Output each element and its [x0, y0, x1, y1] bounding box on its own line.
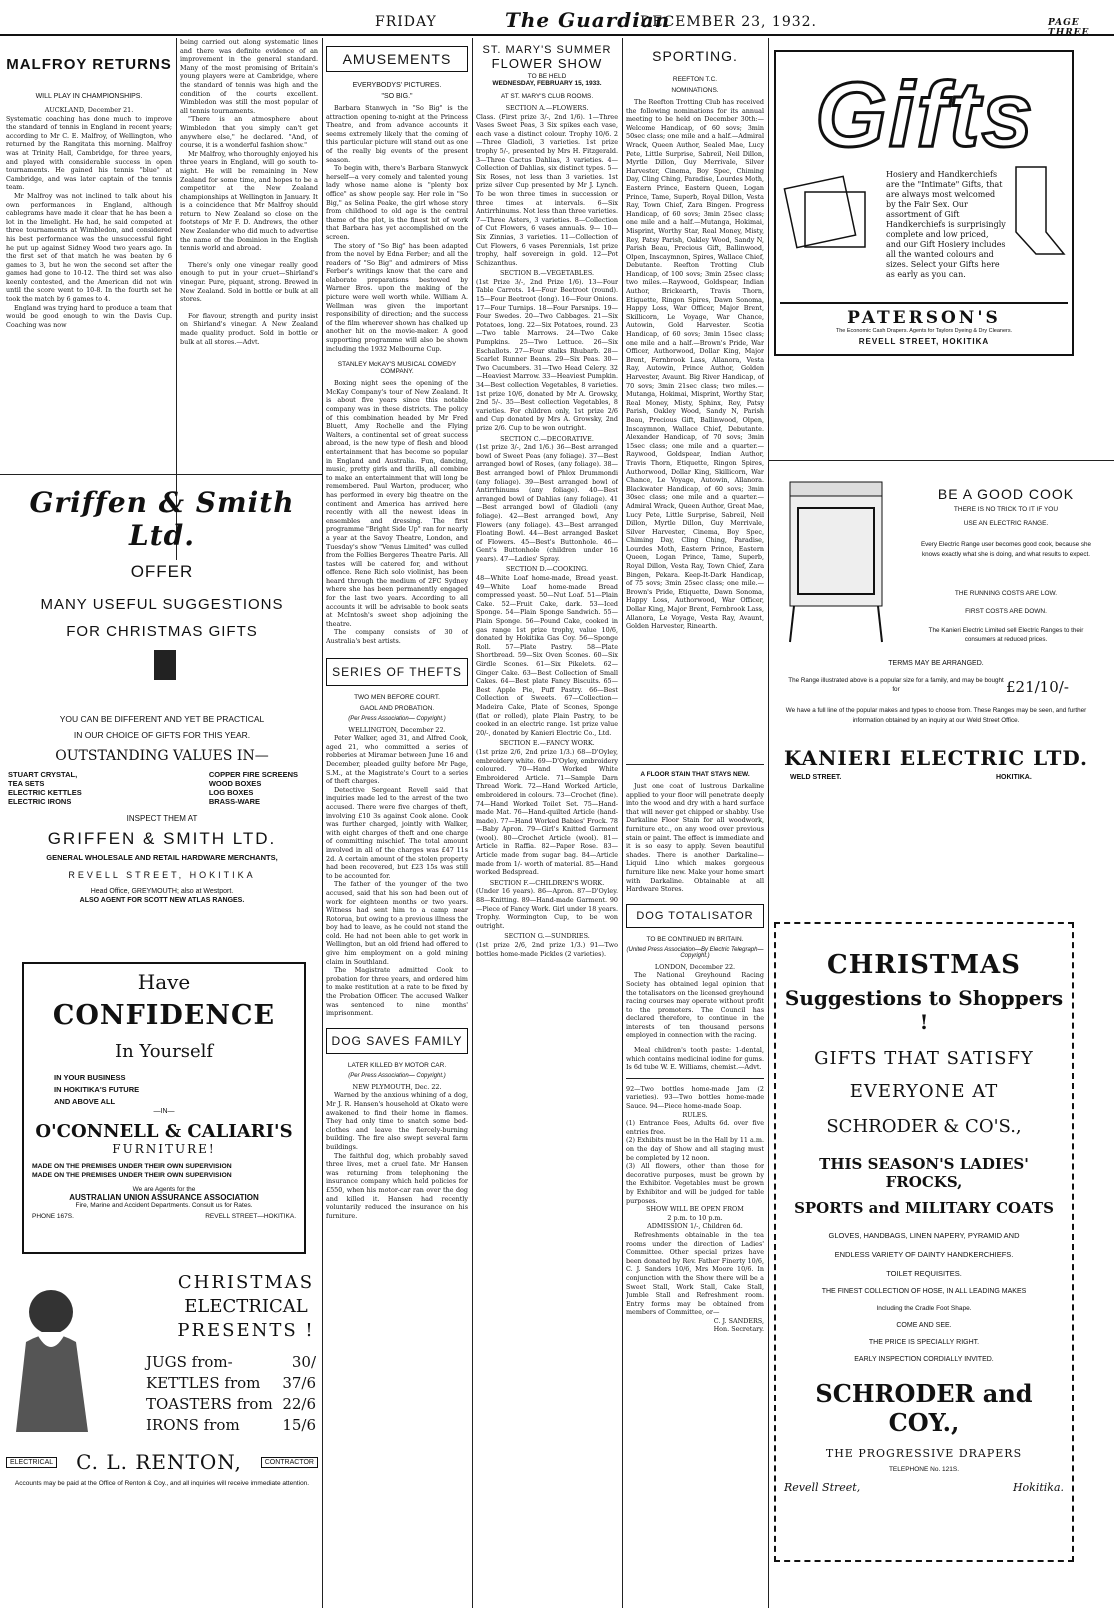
range-top: [790, 482, 882, 496]
advert-line: THERE IS NO TRICK TO IT IF YOU: [953, 506, 1059, 513]
credit: (United Press Association—By Electric Telegraph—Copyright.): [626, 946, 764, 959]
advert-line: The Range illustrated above is a popular size for a family, and may be bought for: [788, 677, 1004, 693]
advert-vinegar: There's only one vinegar really good enough to put in your cruet—Shirland's vinegar. Pure, piquant, strong. Brewed in New Zealand. Sold in bottle or bulk at all stores.: [180, 260, 318, 304]
advert-line: COME AND SEE.: [896, 1322, 952, 1329]
advert-line: The Kanieri Electric Limited sell Electric Ranges to their consumers at reduced prices.: [928, 627, 1084, 643]
article-malfroy: [6, 38, 172, 518]
paragraph: (1st prize 3/-, 2nd 1/6.) 36—Best arranged bowl of Sweet Peas (any foliage). 37—Best arranged bowl of Roses, (any foliage). 38—Best arranged bowl of Phlox Drummondi (any foliage). 39—Best arranged bowl of Antirrhinums (any foliage). 40—Best arranged bowl of Dahlias (any foliage). 41—Best arranged bowl of Gladioli (any foliage). 42—Best arranged bowl, Any Flowers (any foliage). 43—Best arranged Floating Bowl. 44—Best arranged Basket of Flowers. 45—Best's Buttonhole. 46—Gent's Buttonhole (children under 16 years). 47—Ladies' Spray.: [476, 443, 618, 563]
header-day: FRIDAY: [375, 14, 437, 30]
advert-griffen-smith: [6, 486, 318, 932]
product-item: BRASS-WARE: [208, 797, 261, 806]
paragraph: Mr Malfroy, who thoroughly enjoyed his three years in England, will go south to-night. He will be remaining in New Zealand for some time, and hopes to be a competitor at the New Zealand championships at Wellington in January. It is a coincidence that Mr Malfroy should return to New Zealand so close on the footsteps of Mr F. D. Andrews, the other New Zealander who did much to advertise the name of the Dominion in the English tennis world and abroad.: [180, 149, 318, 253]
divider: [626, 1078, 764, 1079]
range-leg: [878, 606, 882, 642]
santa-body: [16, 1335, 88, 1433]
address: WELD STREET.: [790, 774, 842, 781]
advert-line: MANY USEFUL SUGGESTIONS: [40, 596, 284, 613]
advert-line: In Yourself: [114, 1041, 214, 1062]
label-box: ELECTRICAL: [6, 1457, 57, 1468]
page-header: [0, 0, 1114, 36]
advert-line: Accounts may be paid at the Office of Renton & Coy., and all inquiries will receive immediate attention.: [14, 1480, 310, 1487]
advert-line: IN OUR CHOICE OF GIFTS FOR THIS YEAR.: [73, 730, 251, 740]
paragraph: (1st Prize 3/-, 2nd Prize 1/6). 13—Four Table Carrots. 14—Four Beetroot (round). 15—Four Beetroot (long). 16—Four Onions. 17—Four Turnips. 18—Four Parsnips. 19—Four Swedes. 20—Two Cabbages. 21—Six Potatoes, long. 22—Six Potatoes, round. 23—Two table Marrows. 24—Two Cake Pumpkins. 25—Two Lettuce. 26—Six Eschallots. 27—Four stalks Rhubarb. 28—Scarlet Runner Beans. 29—Six Peas. 30—Two Cucumbers. 31—Two Head Celery. 32—Heaviest Marrow. 33—Heaviest Pumpkin. 34—Best collection Vegetables, 8 varieties. 1st prize 10/6, donated by Mr A. Growsky, 2nd 5/-. 35—Best collection Vegetables, 8 varieties. For children only, 1st prize 2/6 and Cup donated by Mrs A. Growsky, 2nd prize 2/6. Cup to be won outright.: [476, 277, 618, 432]
article-title: ST. MARY'S SUMMER: [482, 44, 612, 56]
advert-line: Every Electric Range user becomes good cook, because she knows exactly what she is doing, and what results to expect.: [920, 541, 1092, 558]
dateline: WELLINGTON, December 22.: [348, 725, 446, 734]
advert-brand: SCHRODER and COY.,: [815, 1379, 1033, 1437]
advert-line: TERMS MAY BE ARRANGED.: [888, 660, 984, 667]
column-rule: [176, 38, 177, 560]
section-heading-box: [626, 904, 764, 928]
paragraph: Class. (First prize 3/-, 2nd 1/6). 1—Three Vases Sweet Peas, 3 Six spikes each vase, each vase a distinct colour. Trophy 10/6. 2—Three Gladioli, 3 varieties. 1st prize trophy 5/-, presented by Mrs H. Fitzgerald. 3—Three Cactus Dahlias, 3 varieties. 4—Collection of Dahlias, six distinct types. 5—Six Roses, not less than 3 varieties. 1st prize silver Cup presented by Mr J. Lynch. To be won three times in succession or three times at intervals. 6—Six Antirrhinums. Not less than three varieties. 7—Three Asters, 3 varieties. 8—Collection of Cut Flowers, 6 vases annuals. 9— 10—Six Zinnias, 3 varieties. 11—Collection of Cut Flowers, 6 vases Perennials, 1st prize trophy, half sovereign in gold. 12—Pot Schizanthus.: [476, 112, 618, 267]
advert-line: AND ABOVE ALL: [54, 1097, 116, 1106]
address: HOKITIKA.: [996, 774, 1032, 781]
column-rule: [622, 38, 623, 1608]
address: REVELL STREET—HOKITIKA.: [205, 1213, 296, 1220]
dateline: LONDON, December 22.: [654, 962, 736, 971]
advert-line: PRESENTS !: [177, 1320, 315, 1341]
column-amusements: [326, 38, 468, 1608]
advert-headline: CONFIDENCE: [52, 1000, 276, 1031]
phone-number: PHONE 167S.: [32, 1213, 74, 1220]
advert-patersons: [774, 50, 1074, 356]
show-hours: 2 p.m. to 10 p.m.: [667, 1213, 723, 1222]
advert-line: REVELL STREET, HOKITIKA: [68, 870, 256, 880]
advert-headline: BE A GOOD COOK: [937, 486, 1075, 502]
advert-renton: [6, 1272, 318, 1602]
advert-line: GLOVES, HANDBAGS, LINEN NAPERY, PYRAMID AND: [828, 1231, 1020, 1240]
advert-vinegar: For flavour, strength and purity insist on Shirland's vinegar. A New Zealand made quality product. Sold in bottle or bulk at all stores.—Advt.: [180, 311, 318, 346]
credit: (Per Press Association— Copyright.): [348, 1072, 446, 1079]
article-title: FLOWER SHOW: [491, 56, 603, 71]
gifts-word: Gifts: [815, 64, 1035, 166]
ornament-illustration: [6, 640, 318, 710]
advert-line: Have: [137, 970, 191, 994]
advert-line: OFFER: [130, 562, 194, 581]
advert-line: IN YOUR BUSINESS: [54, 1073, 126, 1082]
dateline: NEW PLYMOUTH, Dec. 22.: [352, 1082, 442, 1091]
advert-line: THE PRICE IS SPECIALLY RIGHT.: [868, 1339, 980, 1346]
santa-head: [29, 1290, 73, 1334]
advert-line: FOR CHRISTMAS GIFTS: [66, 623, 258, 640]
section-heading: SECTION A.—FLOWERS.: [505, 104, 589, 112]
section-heading-box: [326, 46, 468, 72]
advert-schroder: [774, 922, 1074, 1562]
advert-line: Head Office, GREYMOUTH; also at Westport.: [90, 888, 234, 895]
price-list: [146, 1352, 316, 1436]
signature: C. J. SANDERS,: [713, 1316, 764, 1325]
section-title: SPORTING.: [652, 48, 738, 64]
product-item: ELECTRIC KETTLES: [8, 788, 82, 797]
advert-line: FURNITURE!: [112, 1142, 216, 1156]
paragraph: Just one coat of lustrous Darkaline applied to your floor will penetrate deeply into the wood and dry with a hard surface that will never get chipped or shabby. Use Darkaline Floor Stain for all woodwork, furniture etc., on any wood over previous stain or paint. The effect is immediate and it is so easy to apply. Seven beautiful shades. There is another Darkaline—Liquid Lino which makes gorgeous furniture like new. Make your home smart with Darkaline. Obtainable at all Hardware Stores.: [626, 782, 764, 894]
paragraph: 48—White Loaf home-made, Bread yeast. 49—White Loaf home-made Bread compressed yeast. 50—Nut Loaf. 51—Plain Cake. 52—Fruit Cake, dark. 53—Iced Sponge. 54—Plain Sponge Sandwich. 55—Plain Sponge. 56—Pound Cake, cooked in gas range 1st prize trophy, value 10/6, donated by Hokitika Gas Coy. 56—Sponge Roll. 57—Plate Pastry. 58—Plate Shortbread. 59—Six Oven Scones. 60—Six Girdle Scones. 61—Six Pikelets. 62—Ginger Cake. 63—Best Collection of Small Cakes. 64—Best plate Fancy Biscuits. 65—Best Apple Pie, Puff Pastry. 66—Best Collection of Sweets. 67—Collection—Madeira Cake, Plate of Scones, Sponge (flat or rolled), plate Plain Pastry, to be cooked in an electric range. 1st prize value 20/-, donated by Kanieri Electric Co., Ltd.: [476, 574, 618, 737]
product-item: COPPER FIRE SCREENS: [208, 770, 298, 779]
paragraph: Refreshments obtainable in the tea rooms under the direction of Ladies' Committee. Other special prizes have been donated by Rev. Father Finerty 10/6, C. J. Sanders 10/6, Mrs Moore 10/6. In conjunction with the Show there will be a Sweet Stall, Work Stall, Cake Stall, Jumble Stall and Refreshment room. Entry forms may be obtained from members of Committee, or—: [626, 1230, 764, 1317]
advert-brand: KANIERI ELECTRIC LTD.: [783, 746, 1089, 770]
advert-line: REVELL STREET, HOKITIKA: [858, 337, 990, 346]
price-row: [146, 1415, 316, 1436]
article-subtitle: TO BE CONTINUED IN BRITAIN.: [646, 935, 744, 943]
advert-footer: [784, 1481, 1064, 1494]
price-value: 30/: [291, 1353, 316, 1371]
page-number: PAGE THREE: [1048, 18, 1090, 38]
advert-line: FIRST COSTS ARE DOWN.: [965, 608, 1047, 615]
advert-footer: [32, 1213, 296, 1220]
advert-line: ENDLESS VARIETY OF DAINTY HANDKERCHIEFS.: [834, 1250, 1014, 1259]
section-heading: SECTION G.—SUNDRIES.: [504, 932, 590, 941]
advert-line: THE RUNNING COSTS ARE LOW.: [954, 590, 1058, 597]
product-item: ELECTRIC IRONS: [8, 797, 72, 806]
advert-line: We are Agents for the: [132, 1186, 196, 1193]
section-heading: SECTION B.—VEGETABLES.: [499, 269, 595, 278]
section-heading-box: [326, 1028, 468, 1054]
column-rule: [472, 38, 473, 1608]
paragraph: Mr Malfroy was not inclined to talk about his own performances in England, although cablegrams have made it clear that he has been a lot in the limelight. He had, he said competed at three tournaments at Wimbledon, and considered his best performance was the unsuccessful fight he put up against Sidney Wood two years ago. In the first set of that match he was beaten by 6 games to 3, but he won the second set after the games had gone to 10-12. The third set was also keenly contested, and the American did not win until the score went to 10-8. In the fourth set he took the match by 6 games to 4.: [6, 191, 172, 304]
paragraph: (Under 16 years). 86—Apron. 87—D'Oyley. 88—Knitting. 89—Hand-made Garment. 90—Piece of Fancy Work. Girl under 18 years. Trophy. Wormington Cup, to be won outright.: [476, 887, 618, 930]
advert-brand: Griffen & Smith Ltd.: [29, 486, 295, 552]
advert-line: MADE ON THE PREMISES UNDER THEIR OWN SUPERVISION: [32, 1163, 232, 1170]
price-item: KETTLES from: [146, 1374, 261, 1392]
advert-oconnell-caliari: [22, 962, 306, 1254]
paragraph: The faithful dog, which probably saved three lives, met a cruel fate. Mr Hansen was returning from telephoning the insurance company which held policies for £550, when his motor-car ran over the dog and killed it. Hansen had recently voluntarily reduced the insurance on his furniture.: [326, 1151, 468, 1220]
show-hours: SHOW WILL BE OPEN FROM: [646, 1205, 744, 1214]
advert-kanieri: [776, 470, 1096, 870]
paragraph: Detective Sergeant Revell said that inquiries made led to the arrest of the two accused. There were five charges of theft, involving £10 3s against Cook alone. Cook was further charged, jointly with Walker, with eight charges of theft and one charge of committing mischief. The total amount involved in all of the charges was £47 11s 2d. A certain amount of the stolen property had been recovered, but £23 15s was still to be accounted for.: [326, 785, 468, 880]
article-subtitle: WILL PLAY IN CHAMPIONSHIPS.: [35, 93, 143, 100]
advert-line: The Economic Cash Drapers. Agents for Taylors Dyeing & Dry Cleaners.: [835, 328, 1013, 334]
paragraph: The Reefton Trotting Club has received the following nominations for its annual meeting to be held on December 30th:— Welcome Handicap, of 60 sovs; 3min 50sec class; one mile and a half.—Admiral Wrack, Queen Author, Sealed Mae, Lucy Pete, Little Surprise, Sabreil, Neil Dillon, Myrtle Dillon, Guy Merrivale, Silver Harvester, Cinema, Boy Spec, Chiming Day, Cling Ching, Paradise, Lourdes Moth, Eastern Prince, Eastern Queen, Logan Prince, Tame, Superb, Royal Dillon, Vesta Ray, Town Chief, Zara Bingen. Progress Handicap, of 60 sovs; 3min 25sec class; one mile and a half.—Mutanga, Hokimai, Misprint, Worthy Star, Real Money, Misty, Rey, Patsy Parish, Oakley Wood, Sandy N, Parish Beau, Precious Gift, Ballinwood, Olpen, Inscaymnon, Spires, Wallace Chief, Debutante. Reefton Trotting Club Handicap, of 100 sovs; 3min 25sec class; two miles.—Raywood, Goldspear, Indian Author, Brickearth, Travis Thorn, Etiquette, Ringon Spires, Dawn Sonoma, Happy Loss, War Officer, Major Brent, Skillicorn, Le Voyage, War Chance, Autowin, Gold Harvester. Scotia Handicap, of 60 sovs; 3min 15sec class; one mile and a half.—Brown's Pride, War Officer, Authorwood, Dollar King, Major Brent, Fernbrook Lass, Allanora, Vesta Ray, Autowin, Prince Author, Golden Harvester, Avaunt. Big River Handicap, of 70 sovs; 3min 21sec class; two miles.—Mutanga, Hokimai, Misprint, Worthy Star, Real Money, Misty, Sphinx, Rey, Patsy Parish, Oakley Wood, Sandy N, Parish Beau, Precious Gift, Ballinwood, Olpen, Inscaymnon, Wallace Chief, Debutante. Alexander Handicap, of 70 sovs; 3min 15sec class; one mile and a quarter.—Raywood, Goldspear, Indian Author, Travis Thorn, Etiquette, Ringon Spires, Authorwood, Dollar King, Skillicorn, War Chance, Le Voyage, Autowin, Allanora. Blackwater Handicap, of 60 sovs; 3min 30sec class; one mile and a quarter.—Admiral Wrack, Queen Author, Great Mae, Lucy Pete, Little Surprise, Sabreil, Neil Dillon, Myrtle Dillon, Guy Merrivale, Silver Harvester, Cinema, Boy Spec, Chiming Day, Cling Ching, Paradise, Lourdes Moth, Eastern Prince, Eastern Queen, Logan Prince, Tame, Superb, Royal Dillon, Vesta Ray, Town Chief, Zara Bingen, Pekara. Keep-It-Dark Handicap, of 75 sovs; 3min 25sec class; one mile.—Brown's Pride, Etiquette, Dawn Sonoma, Happy Loss, Authorwood, War Officer, Dollar King, Major Brent, Fernbrook Lass, Allanora, Le Voyage, Vesta Ray, Avaunt, Golden Harvester, Rinearth.: [626, 98, 764, 631]
divider: [626, 764, 764, 765]
paragraph: The father of the younger of the two accused, said that his son had been out of work for eighteen months or two years. Witness had sent him to a camp near Rotorua, but owing to a previous illness the boy had to leave, as he could not stand the cold. He had not been able to get work in Wellington, but an old friend had offered to give him employment on a gold mining claim in Southland.: [326, 880, 468, 966]
advert-copy: Hosiery and Handkerchiefs are the "Intimate" Gifts, that are always most welcomed by the Fair Sex. Our assortment of Gift Handkerchiefs is surprisingly complete and low priced, and our Gift Hosiery includes all the wanted colours and sizes. Select your Gifts here as early as you can.: [886, 170, 1006, 279]
price-row: [146, 1394, 316, 1415]
product-item: LOG BOXES: [208, 788, 254, 797]
advert-brand: C. L. RENTON,: [76, 1450, 242, 1474]
article-flower-show: [476, 38, 618, 1608]
article-subtitle: WEDNESDAY, FEBRUARY 15, 1933.: [492, 80, 602, 87]
article-subtitle: TO BE HELD: [527, 73, 567, 80]
section-heading-box: [326, 658, 468, 686]
advert-headline: CHRISTMAS: [827, 950, 1021, 980]
price-item: JUGS from-: [146, 1353, 233, 1371]
article-subtitle: STANLEY McKAY'S MUSICAL COMEDY COMPANY.: [337, 361, 457, 376]
credit: (Per Press Association— Copyright.): [348, 715, 446, 722]
paragraph: Barbara Stanwych in "So Big" is the attraction opening to-night at the Princess Theatre, and from advance accounts it seems extremely likely that the coming of this particular picture will stand out as one of the really big events of the present season.: [326, 104, 468, 164]
advert-line: ALSO AGENT FOR SCOTT NEW ATLAS RANGES.: [79, 897, 245, 904]
advert-toothpaste: Meal children's tooth paste: 1-dental, which contains medicinal iodine for gums. Is 6d tube W. E. Williams, chemist.—Advt.: [626, 1046, 764, 1072]
dateline: AUCKLAND, December 21.: [44, 106, 134, 114]
price-value: 37/6: [282, 1374, 316, 1392]
paragraph: Boxing night sees the opening of the McKay Company's tour of New Zealand. It is about five years since this notable company was in these districts. The policy of this combination headed by Mr Fred Bluett, Amy Rochelle and the Flying Walters, a continental set of great success abroad, is the new type of flesh and blood entertainment that has become so popular in England and Australia. Fun, dancing, music, pretty girls and thrills, all combine to make an entertainment that will long be remembered. Paul Warton, producer, who has performed in every big theatre on the continent and America has arrived here recently with all the newest ideas in ensembles and dressing. The first programme "Bright Side Up" ran for nearly a year at the Savoy Theatre, London, and Tuesday's show "Venus Limited" was culled from the Follies Bergeres Theatre Paris. All tastes will be catered for, and without offence. Rene Rich solo violinist, has been heard through the medium of 2FC Sydney where she has been permanently engaged for the last two years. According to all accounts it will be advisable to book seats at McIntosh's sweet shop adjoining the theatre.: [326, 379, 468, 628]
advert-headline: Suggestions to Shoppers !: [784, 986, 1064, 1034]
advert-brand: SCHRODER & CO'S.,: [826, 1116, 1022, 1137]
handkerchief-illustration: [780, 162, 890, 252]
electric-range-illustration: [776, 474, 896, 649]
advert-line: Including the Cradle Foot Shape.: [876, 1305, 972, 1312]
paragraph: 92—Two bottles home-made Jam (2 varieties). 93—Two bottles home-made Sauce. 94—Piece home-made Soap.: [626, 1084, 764, 1111]
article-malfroy-cont: [180, 38, 318, 518]
section-title: DOG TOTALISATOR: [636, 909, 754, 922]
paragraph: Warned by the anxious whining of a dog, Mr J. R. Hansen's household at Okato were awakened to find their home in flames. They had only time to snatch some bed-clothes and leave the fiercely-burning building. The fire also swept several farm buildings.: [326, 1091, 468, 1151]
product-item: STUART CRYSTAL,: [8, 770, 78, 779]
advert-line: Fire, Marine and Accident Departments. Consult us for Rates.: [75, 1202, 253, 1209]
advert-line: TELEPHONE No. 121S.: [888, 1466, 960, 1473]
product-item: WOOD BOXES: [208, 779, 262, 788]
masthead: The Guardian: [505, 8, 671, 32]
article-subtitle: LATER KILLED BY MOTOR CAR.: [347, 1061, 447, 1069]
column-rule: [768, 38, 769, 1608]
paragraph: (1st prize 2/6, 2nd prize 1/3.) 68—D'Oyley, embroidery white. 69—D'Oyley, embroidery coloured. 70—Hand Worked White Embroidered Article. 71—Sample Darn Thread Work. 72—Hand Worked Article, embroidered in colours. 73—Crochet (fine). 74—Hand Worked Toilet Set. 75—Hand-made Mat. 76—Hand-quilted Article (hand-made). 77—Hand Worked Babies' Frock. 78—Baby Apron. 79—Girl's Knitted Garment (wool). 80—Crochet Article (wool). 81—Article in Raffia. 82—Paper Rose. 83—Article made from sugar bag. 84—Article made from 1/- worth of material. 85—Hand worked Bedspread.: [476, 747, 618, 877]
price-row: [146, 1373, 316, 1394]
section-heading: SECTION D.—COOKING.: [505, 565, 589, 574]
paragraph: "There is an atmosphere about Wimbledon that you simply can't get anywhere else," he declared. "And, of course, it is a wonderful fashion show.": [180, 115, 318, 150]
article-subtitle: EVERYBODYS' PICTURES.: [352, 82, 442, 89]
section-title: AMUSEMENTS: [342, 51, 452, 67]
article-subtitle: NOMINATIONS.: [671, 87, 719, 94]
price-row: [146, 1352, 316, 1373]
product-list: [8, 770, 298, 806]
advert-line: GENERAL WHOLESALE AND RETAIL HARDWARE MERCHANTS,: [46, 853, 278, 862]
label-box: CONTRACTOR: [261, 1457, 318, 1468]
price: £21/10/-: [1006, 678, 1069, 696]
advert-line: INSPECT THEM AT: [126, 814, 198, 823]
advert-line: ELECTRICAL: [184, 1296, 308, 1317]
rule-item: (3) All flowers, other than those for decorative purposes, must be grown by the Exhibitor. Vegetables must be grown by Exhibitor and will be judged for table purposes.: [626, 1162, 764, 1205]
santa-illustration: [6, 1272, 101, 1452]
paragraph: Peter Walker, aged 31, and Alfred Cook, aged 21, who committed a series of robberies at Miramar between June 16 and December, pleaded guilty before Mr Page, S.M., at the Magistrate's Court to a series of theft charges.: [326, 734, 468, 786]
divider: [768, 460, 1114, 461]
price-value: 22/6: [282, 1395, 316, 1413]
advert-line: EARLY INSPECTION CORDIALLY INVITED.: [854, 1356, 994, 1363]
ornament-mark: [154, 650, 176, 680]
film-title: "SO BIG.": [381, 93, 413, 100]
section-title: SERIES OF THEFTS: [332, 664, 462, 679]
advert-line: IN HOKITIKA'S FUTURE: [54, 1085, 140, 1094]
section-title: DOG SAVES FAMILY: [331, 1033, 463, 1048]
advert-line: USE AN ELECTRIC RANGE.: [963, 520, 1049, 527]
advert-line: —IN—: [153, 1108, 175, 1115]
range-leg: [790, 606, 794, 642]
rule-item: (2) Exhibits must be in the Hall by 11 a.m. on the day of Show and all staging must be completed by 12 noon.: [626, 1136, 764, 1162]
article-subtitle: GAOL AND PROBATION.: [359, 704, 435, 712]
advert-brand: GRIFFEN & SMITH LTD.: [47, 829, 277, 848]
advert-line: CHRISTMAS: [177, 1272, 315, 1293]
admission: ADMISSION 1/-, Children 6d.: [647, 1222, 743, 1231]
advert-brand: PATERSON'S: [780, 302, 1068, 328]
paragraph: To begin with, there's Barbara Stanwyck herself—a very comely and talented young lady whose name alone is "plenty box office" as show people say. Her role in "So Big," as Selina Peake, the girl whose story from childhood to old age is the central theme of the plot, is the finest bit of work that Barbara has yet accomplished on the screen.: [326, 164, 468, 241]
column-sporting: [626, 38, 764, 1608]
advert-line: EVERYONE AT: [849, 1081, 999, 1102]
product-item: TEA SETS: [8, 779, 45, 788]
article-title: A FLOOR STAIN THAT STAYS NEW.: [640, 771, 750, 778]
advert-signature: [6, 1450, 318, 1474]
price-value: 15/6: [282, 1416, 316, 1434]
stocking: [1016, 167, 1064, 254]
divider: [0, 474, 322, 475]
advert-line: AUSTRALIAN UNION ASSURANCE ASSOCIATION: [69, 1193, 259, 1202]
advert-line: THE PROGRESSIVE DRAPERS: [825, 1447, 1023, 1460]
price-item: IRONS from: [146, 1416, 240, 1434]
handkerchief: [784, 176, 855, 247]
rule-item: (1) Entrance Fees, Adults 6d. over five entries free.: [626, 1119, 764, 1136]
advert-line: YOU CAN BE DIFFERENT AND YET BE PRACTICAL: [59, 714, 265, 724]
gifts-lettering: [780, 56, 1070, 166]
article-subtitle: AT ST. MARY'S CLUB ROOMS.: [500, 93, 594, 100]
section-heading: RULES.: [682, 1110, 708, 1119]
paragraph: The company consists of 30 of Australia's best artists.: [326, 628, 468, 646]
advert-line: OUTSTANDING VALUES IN—: [55, 748, 269, 764]
paragraph: England was trying hard to produce a team that would be good enough to win the Davis Cup. Coaching was now: [6, 303, 172, 329]
article-title: MALFROY RETURNS: [6, 56, 172, 73]
article-subtitle: TWO MEN BEFORE COURT.: [354, 693, 440, 701]
address: Revell Street,: [784, 1481, 861, 1494]
address: Hokitika.: [1012, 1481, 1064, 1494]
column-rule: [322, 38, 323, 1608]
advert-list: [54, 1072, 296, 1108]
range-body: [790, 496, 882, 606]
paragraph: The story of "So Big" has been adapted from the novel by Edna Ferber; and all the readers of "So Big" and admirers of Miss Ferber's writings know that the care and elaborate preparations bestowed by Warner Bros. upon the making of the picture were well worth while. William A. Wellman was given the important responsibility of direction; and the success of the film wherever shown has chalked up another hit on the movie-maker. A good supporting programme will also be shown including the 1932 Melbourne Cup.: [326, 241, 468, 353]
paragraph: The National Greyhound Racing Society has obtained legal opinion that the totalisators on the licensed greyhound racing courses may operate without profit to the promoters. The Council has declared therefore, to continue in the interests of ten thousand persons employed in connection with the racing.: [626, 971, 764, 1040]
header-date: DECEMBER 23, 1932.: [640, 14, 818, 30]
price-item: TOASTERS from: [146, 1395, 273, 1413]
section-heading: SECTION E.—FANCY WORK.: [499, 739, 595, 748]
section-heading: SECTION C.—DECORATIVE.: [500, 434, 594, 443]
advert-line: THIS SEASON'S LADIES' FROCKS,: [819, 1155, 1029, 1191]
advert-line: GIFTS THAT SATISFY: [814, 1048, 1034, 1069]
stocking-illustration: [1006, 162, 1070, 262]
section-heading: SECTION F.—CHILDREN'S WORK.: [489, 878, 605, 887]
signature-title: Hon. Secretary.: [713, 1325, 764, 1334]
advert-line: SPORTS and MILITARY COATS: [794, 1199, 1054, 1217]
article-subtitle: REEFTON T.C.: [672, 76, 718, 83]
advert-line: THE FINEST COLLECTION OF HOSE, IN ALL LEADING MAKES: [821, 1288, 1027, 1295]
paragraph: (1st prize 2/6, 2nd prize 1/3.) 91—Two bottles home-made Pickles (2 varieties).: [476, 941, 618, 958]
advert-line: MADE ON THE PREMISES UNDER THEIR OWN SUPERVISION: [32, 1172, 232, 1179]
advert-brand: O'CONNELL & CALIARI'S: [35, 1121, 293, 1142]
paragraph: being carried out along systematic lines and there was definite evidence of an improvement in the general standard. Many of the most promising of Britain's young players were at Cambridge, where the standard of tennis was high and the condition of the courts excellent. Wimbledon was still the most popular of all tennis tournaments.: [180, 38, 318, 115]
paragraph: The Magistrate admitted Cook to probation for three years, and ordered him to make restitution at a rate to be fixed by the Probation Officer. The accused Walker was sentenced to nine months' imprisonment.: [326, 966, 468, 1018]
advert-line: We have a full line of the popular makes and types to choose from. These Ranges may be seen, and further information obtained by an inquiry at our Weld Street Office.: [785, 707, 1087, 724]
paragraph: Systematic coaching has done much to improve the standard of tennis in England in recent years; according to Mr C. E. Malfroy, of Wellington, who returned by the Rangitata this morning. Malfroy was at Trinity Hall, Cambridge, for three years, and played with considerable success in open tournaments. He gained his tennis "blue" at Cambridge, and was later captain of the tennis team.: [6, 114, 172, 192]
advert-line: TOILET REQUISITES.: [886, 1269, 962, 1278]
